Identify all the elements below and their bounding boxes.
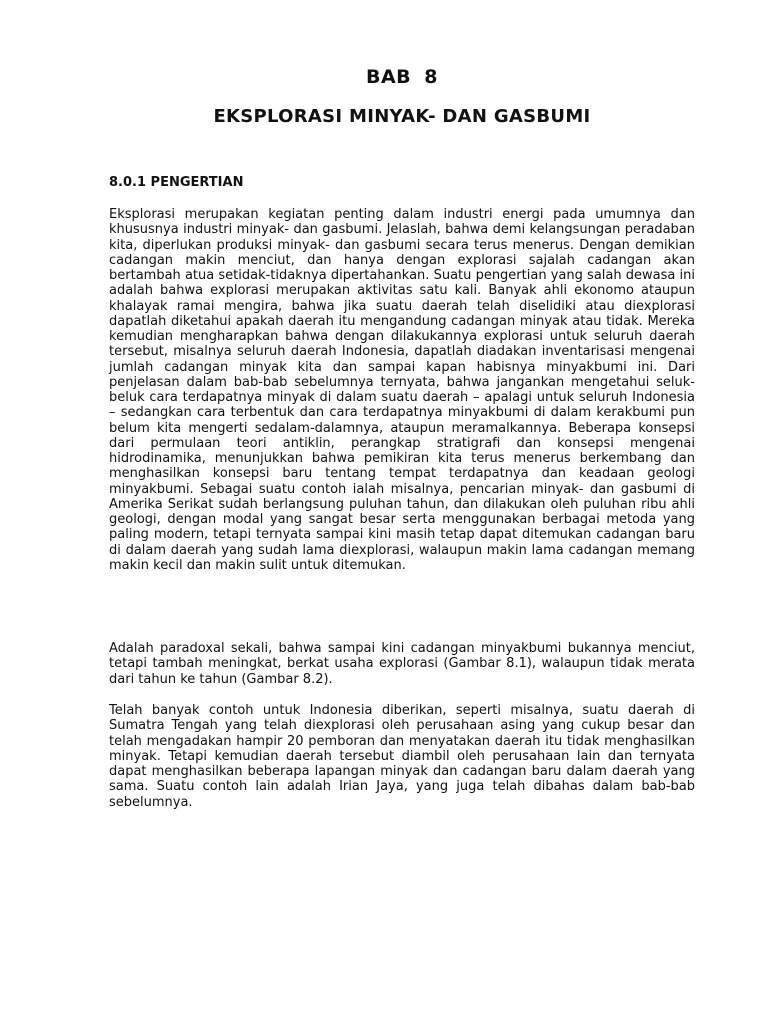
body-paragraph: Telah banyak contoh untuk Indonesia diberikan, seperti misalnya, suatu daerah di Sumatra Tengah yang telah diexplorasi oleh perusahaan asing yang cukup besar dan telah mengadakan hampir 20 pemboran dan menyatakan daerah itu tidak menghasilkan minyak. Tetapi kemudian daerah tersebut diambil oleh perusahaan lain dan ternyata dapat menghasilkan beberapa lapangan minyak dan cadangan baru dalam daerah yang sama. Suatu contoh lain adalah Irian Jaya, yang juga telah dibahas dalam bab-bab sebelumnya.: [109, 703, 695, 810]
body-paragraph: Adalah paradoxal sekali, bahwa sampai kini cadangan minyakbumi bukannya menciut, tetapi tambah meningkat, berkat usaha explorasi (Gambar 8.1), walaupun tidak merata dari tahun ke tahun (Gambar 8.2).: [109, 641, 695, 687]
body-paragraph: Eksplorasi merupakan kegiatan penting dalam industri energi pada umumnya dan khususnya industri minyak- dan gasbumi. Jelaslah, bahwa demi kelangsungan peradaban kita, diperlukan produksi minyak- dan gasbumi secara terus menerus. Dengan demikian cadangan makin menciut, dan hanya dengan explorasi sajalah cadangan akan bertambah atua setidak-tidaknya dipertahankan. Suatu pengertian yang salah dewasa ini adalah bahwa explorasi merupakan aktivitas satu kali. Banyak ahli ekonomo ataupun khalayak ramai mengira, bahwa jika suatu daerah telah diselidiki atau diexplorasi dapatlah diketahui apakah daerah itu mengandung cadangan minyak atau tidak. Mereka kemudian mengharapkan bahwa dengan dilakukannya explorasi untuk seluruh daerah tersebut, misalnya seluruh daerah Indonesia, dapatlah diadakan inventarisasi mengenai jumlah cadangan minyak kita dan sampai kapan habisnya minyakbumi ini. Dari penjelasan dalam bab-bab sebelumnya ternyata, bahwa jangankan mengetahui seluk-beluk cara terdapatnya minyak di dalam suatu daerah – apalagi untuk seluruh Indonesia – sedangkan cara terbentuk dan cara terdapatnya minyakbumi di dalam kerakbumi pun belum kita mengerti sedalam-dalamnya, ataupun meramalkannya. Beberapa konsepsi dari permulaan teori antiklin, perangkap stratigrafi dan konsepsi mengenai hidrodinamika, menunjukkan bahwa pemikiran kita terus menerus berkembang dan menghasilkan konsepsi baru tentang tempat terdapatnya dan keadaan geologi minyakbumi. Sebagai suatu contoh ialah misalnya, pencarian minyak- dan gasbumi di Amerika Serikat sudah berlangsung puluhan tahun, dan dilakukan oleh puluhan ribu ahli geologi, dengan modal yang sangat besar serta menggunakan berbagai metoda yang paling modern, tetapi ternyata sampai kini masih tetap dapat ditemukan cadangan baru di dalam daerah yang sudah lama diexplorasi, walaupun makin lama cadangan memang makin kecil dan makin sulit untuk ditemukan.: [109, 207, 695, 573]
chapter-heading: BAB 8: [365, 66, 438, 88]
section-heading: 8.0.1 PENGERTIAN: [109, 175, 244, 190]
chapter-title: EKSPLORASI MINYAK- DAN GASBUMI: [213, 106, 591, 127]
